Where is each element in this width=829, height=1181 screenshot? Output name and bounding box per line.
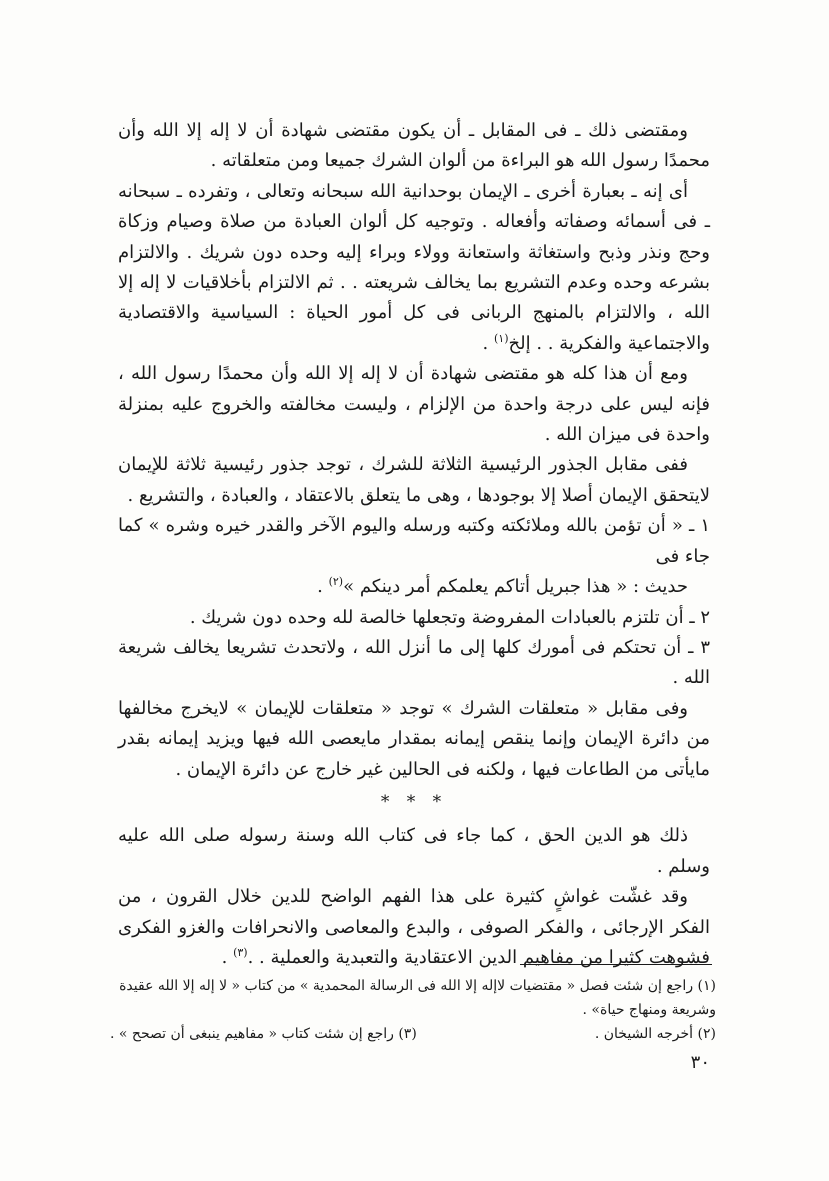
paragraph-2-text: أى إنه ـ بعبارة أخرى ـ الإيمان بوحدانية الله سبحانه وتعالى ، وتفرده ـ سبحانه ـ فى أسمائه وصفاته وأفعاله . وتوجيه كل ألوان العبادة من صلاة وصيام وزكاة وحج ونذر وذبح واستغاثة واستعانة وولاء وبراء إليه وحده دون شريك . والالتزام بشرعه وحده وعدم التشريع بما يخالف شريعته . . ثم الالتزام بأخلاقيات لا إله إلا الله ، والالتزام بالمنهج الربانى فى كل أمور الحياة : السياسية والاقتصادية والاجتماعية والفكرية . . إلخ — [118, 180, 710, 354]
paragraph-1: ومقتضى ذلك ـ فى المقابل ـ أن يكون مقتضى شهادة أن لا إله إلا الله وأن محمدًا رسول الله هو البراءة من ألوان الشرك جميعا ومن متعلقاته . — [118, 120, 710, 172]
paragraph-3: ومع أن هذا كله هو مقتضى شهادة أن لا إله إلا الله وأن محمدًا رسول الله ، فإنه ليس على درجة واحدة من الإلزام ، وليست مخالفته والخروج عليه بمنزلة واحدة فى ميزان الله . — [118, 363, 710, 446]
footnote-1: (١) راجع إن شئت فصل « مقتضيات لاإله إلا الله فى الرسالة المحمدية » من كتاب « لا إله إلا الله عقيدة وشريعة ومنهاج حياة» . — [119, 978, 716, 1018]
paragraph-after-list: وفى مقابل « متعلقات الشرك » توجد « متعلقات للإيمان » لايخرج مخالفها من دائرة الإيمان وإنما ينقص إيمانه بمقدار مايعصى الله فيها ويزيد إيمانه بقدر مايأتى من الطاعات فيها ، ولكنه فى الحالين غير خارج عن دائرة الإيمان . — [118, 697, 710, 780]
closing-paragraph-2: وقد غشّت غواشٍ كثيرة على هذا الفهم الواضح للدين خلال القرون ، من الفكر الإرجائى ، والفكر الصوفى ، والبدع والمعاصى والانحرافات والغزو الفكرى فشوهت كثيرا من مفاهيم الدين الاعتقادية والتعبدية والعملية . .$^{(٣)}$ . — [118, 886, 710, 968]
list-item-3: ٣ ـ أن تحتكم فى أمورك كلها إلى ما أنزل الله ، ولاتحدث تشريعا يخالف شريعة الله . — [118, 636, 710, 689]
closing-paragraph-1: ذلك هو الدين الحق ، كما جاء فى كتاب الله وسنة رسوله صلى الله عليه وسلم . — [118, 825, 710, 877]
list-item-1-continuation: حديث : « هذا جبريل أتاكم يعلمكم أمر دينكم »$^{(٢)}$ . — [317, 575, 688, 598]
body-text — [118, 116, 710, 973]
list-item-1: ١ ـ « أن تؤمن بالله وملائكته وكتبه ورسله واليوم الآخر والقدر خيره وشره » كما جاء فى — [118, 515, 710, 567]
paragraph-4: ففى مقابل الجذور الرئيسية الثلاثة للشرك ، توجد جذور رئيسية ثلاثة للإيمان لايتحقق الإيمان أصلا إلا بوجودها ، وهى ما يتعلق بالاعتقاد ، والعبادة ، والتشريع . — [118, 454, 710, 506]
list-item-2: ٢ ـ أن تلتزم بالعبادات المفروضة وتجعلها خالصة لله وحده دون شريك . — [189, 606, 710, 628]
footnote-rule — [520, 964, 712, 965]
page-number: ٣٠ — [690, 1052, 710, 1073]
footnote-2: (٢) أخرجه الشيخان . — [594, 1026, 716, 1042]
footnote-mark-3: (٣) — [233, 945, 248, 959]
section-separator: * * * — [380, 791, 448, 812]
footnote-row — [110, 1022, 716, 1046]
footnotes — [110, 974, 716, 1046]
footnote-mark-2: (٢) — [328, 575, 344, 589]
hadith-quote: حديث : « هذا جبريل أتاكم يعلمكم أمر دينكم » — [343, 576, 688, 598]
footnote-3: (٣) راجع إن شئت كتاب « مفاهيم ينبغى أن تصحح » . — [110, 1026, 417, 1042]
footnote-mark-1: (١) — [494, 331, 509, 345]
paragraph-2: أى إنه ـ بعبارة أخرى ـ الإيمان بوحدانية الله سبحانه وتعالى ، وتفرده ـ سبحانه ـ فى أسمائه وصفاته وأفعاله . وتوجيه كل ألوان العبادة من صلاة وصيام وزكاة وحج ونذر وذبح واستغاثة واستعانة وولاء وبراء إليه وحده دون شريك . والالتزام بشرعه وحده وعدم التشريع بما يخالف شريعته . . ثم الالتزام بأخلاقيات لا إله إلا الله ، والالتزام بالمنهج الربانى فى كل أمور الحياة : السياسية والاقتصادية والاجتماعية والفكرية . . إلخ$^{(١)}$ . — [118, 180, 710, 354]
closing-paragraph-2-text: وقد غشّت غواشٍ كثيرة على هذا الفهم الواضح للدين خلال القرون ، من الفكر الإرجائى ، والفكر الصوفى ، والبدع والمعاصى والانحرافات والغزو الفكرى فشوهت كثيرا من مفاهيم الدين الاعتقادية والتعبدية والعملية . . — [118, 886, 710, 968]
